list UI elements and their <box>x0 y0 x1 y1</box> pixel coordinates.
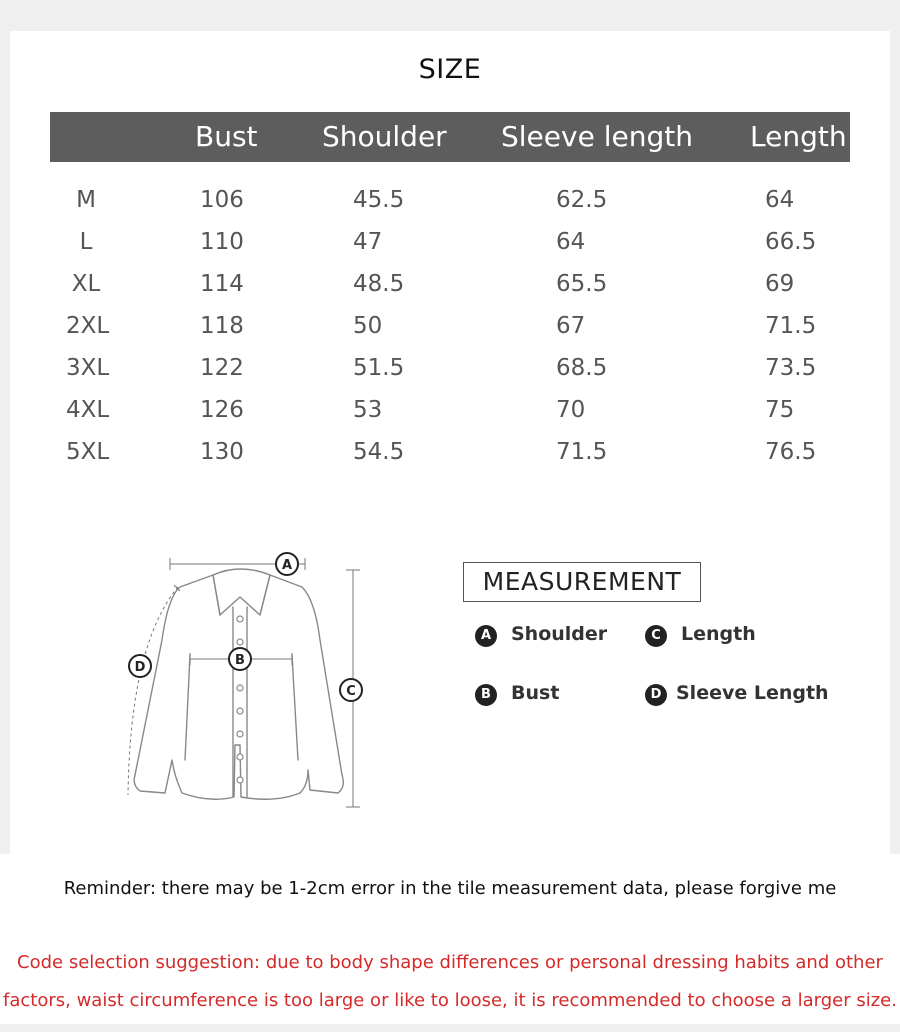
shoulder-cell: 51.5 <box>353 355 405 381</box>
header-length: Length <box>750 120 847 153</box>
suggestion-line: Code selection suggestion: due to body shape differences or personal dressing habits and other <box>17 952 883 973</box>
size-cell: XL <box>71 271 101 297</box>
sleeve-cell: 71.5 <box>556 439 608 465</box>
legend-marker-d: D <box>645 684 667 706</box>
legend-label: Bust <box>511 682 560 704</box>
length-cell: 73.5 <box>765 355 817 381</box>
marker-d <box>129 655 151 677</box>
length-cell: 75 <box>765 397 795 423</box>
bust-cell: 130 <box>200 439 244 465</box>
length-cell: 71.5 <box>765 313 817 339</box>
table-row <box>50 433 850 475</box>
size-cell: 4XL <box>66 397 110 423</box>
svg-text:C: C <box>346 684 356 699</box>
size-cell: L <box>79 229 93 255</box>
size-suggestion <box>0 944 900 1020</box>
svg-text:D: D <box>134 660 146 675</box>
length-cell: 69 <box>765 271 795 297</box>
shoulder-cell: 53 <box>353 397 383 423</box>
table-row <box>50 307 850 349</box>
sleeve-cell: 62.5 <box>556 187 608 213</box>
marker-b <box>229 648 251 670</box>
table-header <box>50 112 850 162</box>
size-cell: 5XL <box>66 439 110 465</box>
table-row <box>50 349 850 391</box>
length-cell: 76.5 <box>765 439 817 465</box>
header-sleeve-length: Sleeve length <box>501 120 693 153</box>
bust-cell: 126 <box>200 397 244 423</box>
shoulder-cell: 48.5 <box>353 271 405 297</box>
shoulder-cell: 54.5 <box>353 439 405 465</box>
size-cell: 2XL <box>66 313 110 339</box>
header-shoulder: Shoulder <box>322 120 447 153</box>
shirt-measurement-diagram <box>110 545 380 820</box>
shoulder-cell: 45.5 <box>353 187 405 213</box>
size-title: SIZE <box>418 54 482 85</box>
size-cell: 3XL <box>66 355 110 381</box>
sleeve-cell: 68.5 <box>556 355 608 381</box>
table-row <box>50 265 850 307</box>
length-cell: 66.5 <box>765 229 817 255</box>
bust-cell: 118 <box>200 313 244 339</box>
bust-cell: 106 <box>200 187 244 213</box>
marker-a <box>276 553 298 575</box>
legend-label: Shoulder <box>511 623 608 645</box>
header-bust: Bust <box>195 120 258 153</box>
bust-cell: 114 <box>200 271 244 297</box>
length-cell: 64 <box>765 187 795 213</box>
legend-marker-c: C <box>645 625 667 647</box>
marker-c <box>340 679 362 701</box>
table-row <box>50 181 850 223</box>
measurement-heading: MEASUREMENT <box>463 562 701 602</box>
legend-marker-a: A <box>475 625 497 647</box>
svg-text:A: A <box>281 558 293 573</box>
sleeve-cell: 65.5 <box>556 271 608 297</box>
bust-cell: 122 <box>200 355 244 381</box>
shoulder-cell: 47 <box>353 229 383 255</box>
shoulder-cell: 50 <box>353 313 383 339</box>
reminder-note: Reminder: there may be 1-2cm error in the tile measurement data, please forgive me <box>63 878 837 899</box>
legend-marker-b: B <box>475 684 497 706</box>
legend-label: Length <box>681 623 756 645</box>
table-row <box>50 223 850 265</box>
table-row <box>50 391 850 433</box>
bust-cell: 110 <box>200 229 244 255</box>
size-cell: M <box>76 187 96 213</box>
legend-label: Sleeve Length <box>676 682 829 704</box>
svg-text:B: B <box>235 653 245 668</box>
suggestion-line: factors, waist circumference is too large or like to loose, it is recommended to choose a larger size. <box>3 990 897 1011</box>
sleeve-cell: 64 <box>556 229 586 255</box>
sleeve-cell: 67 <box>556 313 586 339</box>
sleeve-cell: 70 <box>556 397 586 423</box>
